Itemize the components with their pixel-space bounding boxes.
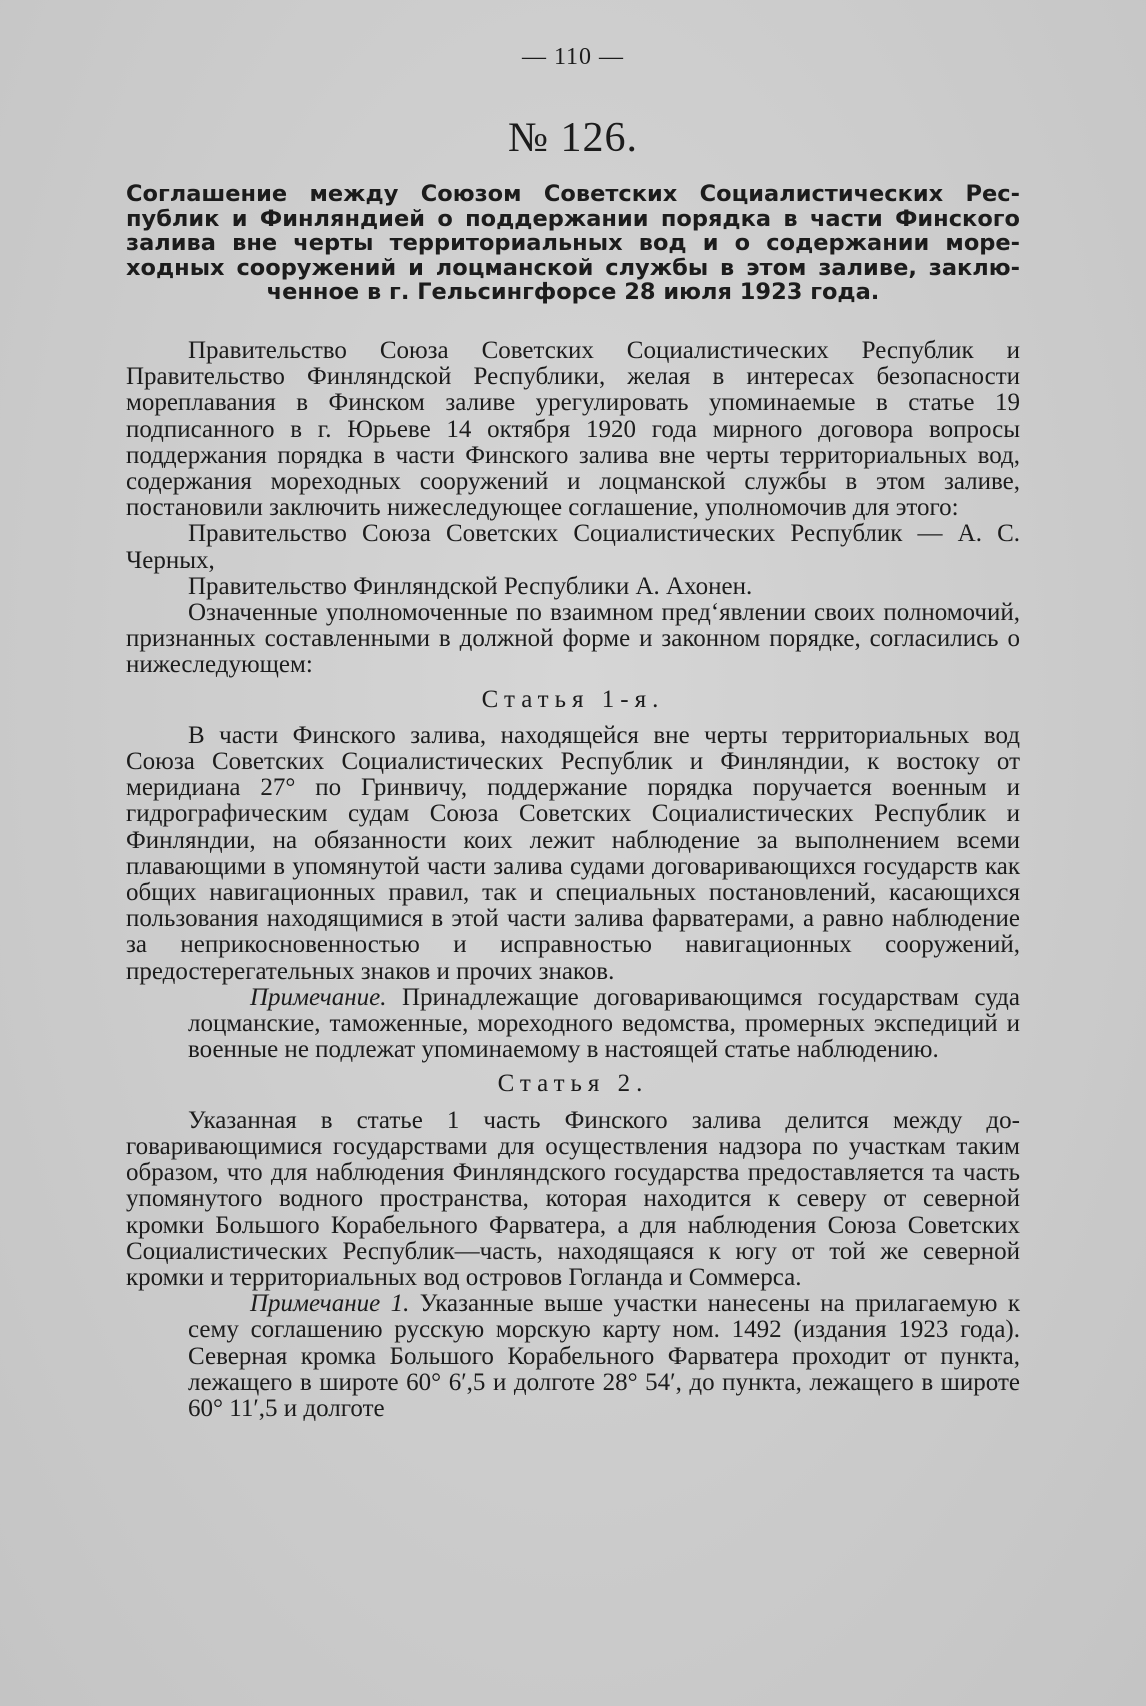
preamble-closing: Означенные уполномоченные по взаимном пред‘явлении своих полномочий, признанных составленными в должной форме и законном порядке, согласились о нижеследующем: bbox=[126, 599, 1020, 679]
article-1-text: В части Финского залива, находящейся вне черты территориальных вод Союза Советских Социалистических Республик и Финляндии, к востоку от меридиана 27° по Гринвичу, поддержание порядка поручается военным и гидрографическим судам Союза Советских Социалистических Республик и Финляндии, на обязанности коих лежит наблюдение за выполнением всеми плавающими в упомянутой части залива судами договаривающихся государств как общих навигационных правил, так и специальных постановлений, касающихся пользования находящимися в этой части залива фарватерами, а равно наблюдение за неприкосновенностью и исправностью навигационных сооружений, предостерегательных знаков и прочих знаков. bbox=[126, 721, 1020, 985]
article-1-heading: Статья 1-я. bbox=[481, 685, 665, 713]
article-1-note-label: Примечание. bbox=[250, 983, 387, 1011]
article-1-note-text: Принадлежащие договаривающимся государствам суда лоцманские, таможенные, мореходного ведомства, промерных экспедиций и военные не подлежат упоминаемому в настоящей статье наблюдению. bbox=[188, 983, 1020, 1064]
article-2-heading: Статья 2. bbox=[497, 1070, 649, 1098]
article-2-note-text: Указанные выше участки нанесены на прилагаемую к сему соглашению русскую морскую карту ном. 1492 (издания 1923 года). Северная кромка Большого Корабельного Фарватера проходит от пункта, лежащего в широте 60° 6′,5 и долготе 28° 54′, до пункта, лежащего в широте 60° 11′,5 и долготе bbox=[188, 1290, 1020, 1422]
article-2-text: Указанная в статье 1 часть Финского залива делится между договаривающимися государствами для осуществления надзора по участкам таким образом, что для наблюдения Финляндского государства предоставляется та часть упомянутого водного пространства, которая находится к северу от северной кромки Большого Корабельного Фарватера, а для наблюдения Союза Советских Социалистических Республик—часть, находящаяся к югу от той же северной кромки и территориальных вод островов Гогланда и Соммерса. bbox=[126, 1106, 1020, 1291]
document-body bbox=[126, 338, 1020, 1422]
page-number: — 110 — bbox=[521, 44, 625, 70]
article-2-note-label: Примечание 1. bbox=[250, 1290, 410, 1318]
document-title: Соглашение между Союзом Советских Социалистических Республик и Финляндией о поддержании порядка в части Финского залива вне черты территориальных вод и о содержании мореходных сооружений и лоцманской службы в этом заливе, заключенное в г. Гельсингфорсе 28 июля 1923 года. bbox=[126, 181, 1020, 305]
article-1-note bbox=[188, 985, 1020, 1064]
article-2-note bbox=[188, 1291, 1020, 1422]
document-number: № 126. bbox=[507, 115, 639, 161]
signatory-ussr: Правительство Союза Советских Социалистических Республик — А. С. Черных, bbox=[126, 520, 1020, 574]
signatory-finland: Правительство Финляндской Республики А. Ахонен. bbox=[188, 572, 753, 600]
preamble-paragraph: Правительство Союза Советских Социалистических Республик и Правительство Финляндской Республики, желая в интересах безопасности мореплавания в Финском заливе урегулировать упоминаемые в статье 19 подписанного в г. Юрьеве 14 октября 1920 года мирного договора вопросы поддержания порядка в части Финского залива вне черты территориальных вод, содержания мореходных сооружений и лоцманской службы в этом заливе, постановили заключить нижеследующее соглашение, уполномочив для этого: bbox=[126, 337, 1020, 522]
